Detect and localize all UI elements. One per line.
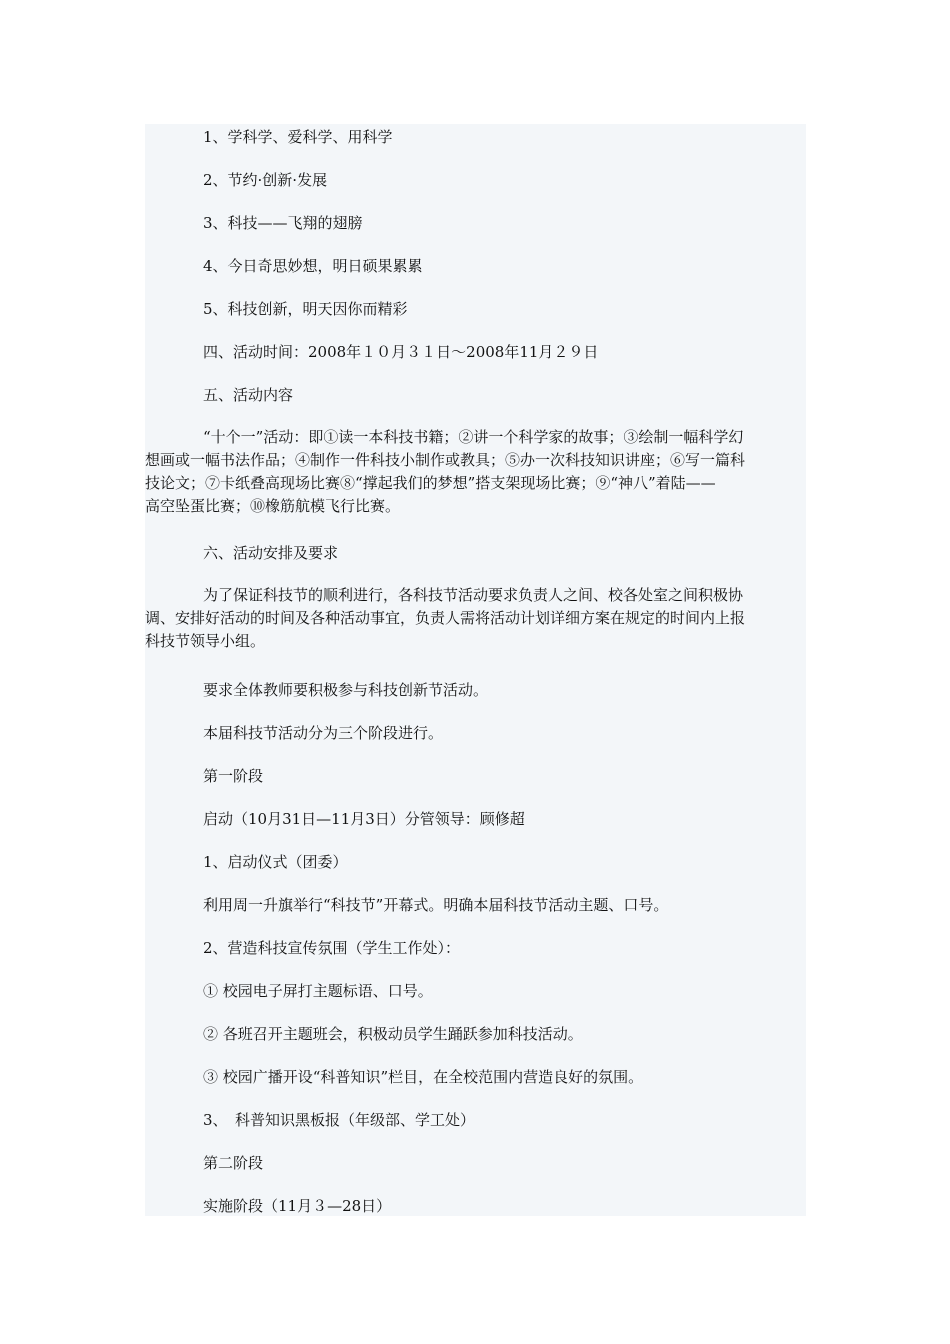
atmosphere-heading: 2、营造科技宣传氛围（学生工作处）： <box>203 939 461 957</box>
teacher-requirement: 要求全体教师要积极参与科技创新节活动。 <box>203 681 489 699</box>
launch-ceremony: 1、启动仪式（团委） <box>203 853 348 871</box>
slogan-1: 1、学科学、爱科学、用科学 <box>203 128 393 146</box>
stage-two-heading: 第二阶段 <box>203 1154 264 1172</box>
slogan-5: 5、科技创新，明天因你而精彩 <box>203 300 408 318</box>
implementation-stage: 实施阶段（11月３—28日） <box>203 1197 392 1215</box>
campus-broadcast: ③ 校园广播开设“科普知识”栏目，在全校范围内营造良好的氛围。 <box>203 1068 644 1086</box>
class-meeting: ② 各班召开主题班会，积极动员学生踊跃参加科技活动。 <box>203 1025 583 1043</box>
activity-time: 四、活动时间：2008年１０月３１日～2008年11月２９日 <box>203 343 599 361</box>
screen-slogan: ① 校园电子屏打主题标语、口号。 <box>203 982 433 1000</box>
section-six-heading: 六、活动安排及要求 <box>203 544 339 562</box>
opening-ceremony: 利用周一升旗举行“科技节”开幕式。明确本届科技节活动主题、口号。 <box>203 896 669 914</box>
paragraph-line: 高空坠蛋比赛；⑩橡筋航模飞行比赛。 <box>145 497 401 515</box>
slogan-3: 3、科技——飞翔的翅膀 <box>203 214 363 232</box>
slogan-2: 2、节约·创新·发展 <box>203 171 328 189</box>
paragraph-line: 为了保证科技节的顺利进行，各科技节活动要求负责人之间、校各处室之间积极协 <box>203 586 744 604</box>
stage-one-heading: 第一阶段 <box>203 767 264 785</box>
document-body <box>145 124 806 1216</box>
paragraph-line: 调、安排好活动的时间及各种活动事宜，负责人需将活动计划详细方案在规定的时间内上报 <box>145 609 746 627</box>
slogan-4: 4、今日奇思妙想，明日硕果累累 <box>203 257 423 275</box>
section-five-heading: 五、活动内容 <box>203 386 294 404</box>
paragraph-line: 想画或一幅书法作品；④制作一件科技小制作或教具；⑤办一次科技知识讲座；⑥写一篇科 <box>145 451 746 469</box>
launch-stage: 启动（10月31日—11月3日）分管领导：顾修超 <box>203 810 525 828</box>
coordination-paragraph <box>145 584 806 653</box>
ten-one-paragraph <box>145 426 806 518</box>
blackboard-newspaper: 3、 科普知识黑板报（年级部、学工处） <box>203 1111 476 1129</box>
paragraph-line: 技论文；⑦卡纸叠高现场比赛⑧“撑起我们的梦想”搭支架现场比赛；⑨“神八”着陆—— <box>145 474 716 492</box>
paragraph-line: 科技节领导小组。 <box>145 632 266 650</box>
paragraph-line: “十个一”活动：即①读一本科技书籍；②讲一个科学家的故事；③绘制一幅科学幻 <box>203 428 744 446</box>
three-stages: 本届科技节活动分为三个阶段进行。 <box>203 724 444 742</box>
